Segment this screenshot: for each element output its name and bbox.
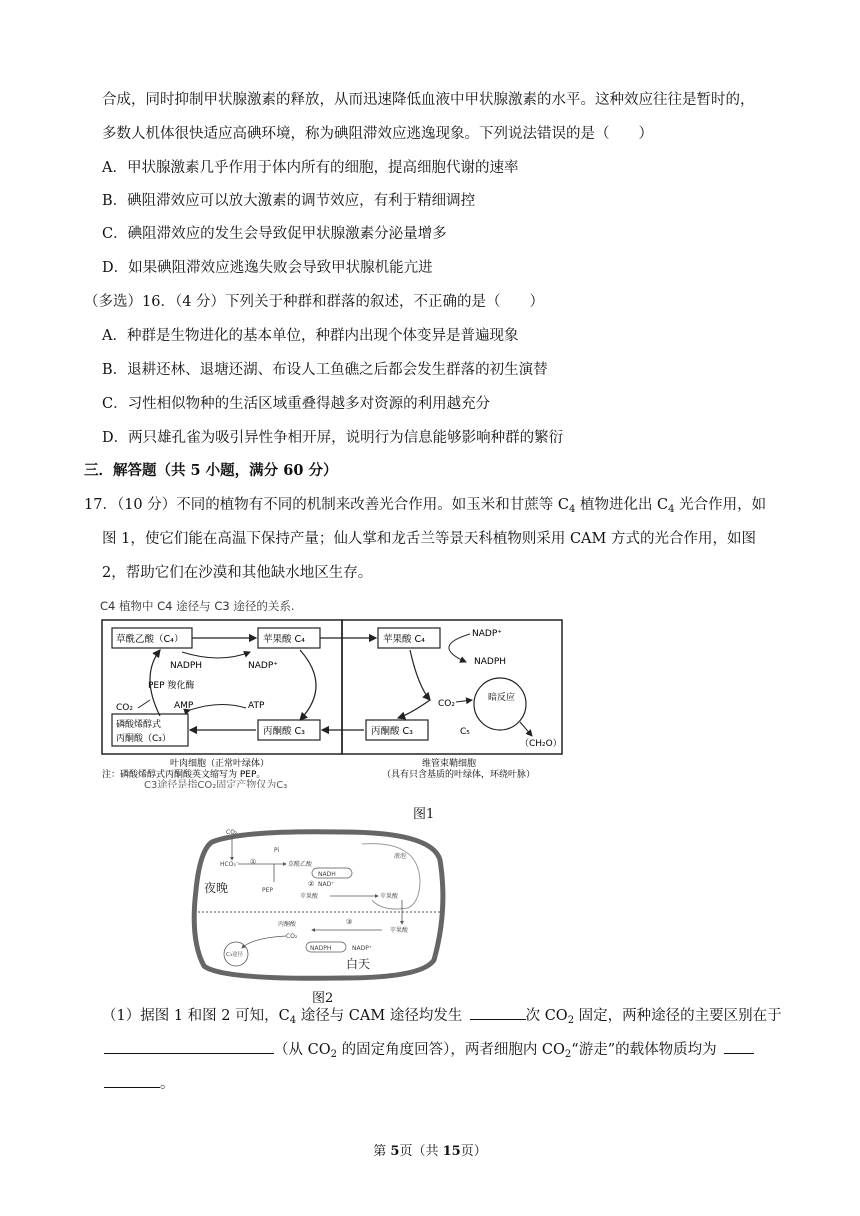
answer-blank-3a[interactable] [724, 1039, 754, 1054]
q16-option-b: B．退耕还林、退塘还湖、布设人工鱼礁之后都会发生群落的初生演替 [102, 362, 548, 378]
fig2-hco3: HCO₃⁻ [220, 861, 239, 868]
page-total: 15 [442, 1144, 461, 1159]
figure-2-cam-pathway [182, 820, 462, 982]
figure-1-label: 图1 [413, 807, 435, 822]
fig1-co2-left: CO₂ [116, 703, 133, 713]
fig1-malate-left: 苹果酸 C₄ [263, 634, 305, 645]
fig2-malate1: 苹果酸 [300, 893, 319, 900]
fig1-pyruvate-left: 丙酮酸 C₃ [263, 726, 305, 737]
q17-stem-line2: 图 1，使它们能在高温下保持产量；仙人掌和龙舌兰等景天科植物则采用 CAM 方式的光合作用，如图 [102, 531, 756, 547]
fig2-oaa: 草酰乙酸 [288, 861, 313, 868]
fig2-c3cycle: C₃途径 [226, 952, 244, 958]
fig1-oaa: 草酰乙酸（C₄） [116, 634, 184, 645]
fig2-vacuole: 液泡 [394, 853, 407, 860]
q17-sub1-line2: （从 $CO_2$ 的固定角度回答），两者细胞内 $CO_2“$游走”的载体物质均为 [104, 1039, 754, 1060]
fig2-malate3: 苹果酸 [390, 927, 409, 934]
fig1-atp: ATP [248, 701, 265, 711]
fig2-malate2: 苹果酸 [380, 893, 399, 900]
fig1-co2-right: CO₂ [438, 699, 455, 709]
fig1-left-cell-label: 叶肉细胞（正常叶绿体） [170, 759, 270, 769]
answer-blank-1[interactable] [470, 1005, 526, 1020]
figure-2-label: 图2 [312, 991, 334, 1006]
fig1-right-cell-note: （具有只含基质的叶绿体，环绕叶脉） [382, 770, 536, 780]
fig2-num2: ② [308, 880, 315, 888]
fig2-num3: ③ [346, 918, 353, 926]
fig2-nadph: NADPH [310, 945, 332, 952]
fig1-nadph-right: NADPH [474, 657, 507, 667]
fig2-pep: PEP [262, 887, 274, 894]
fig2-co2b: CO₂ [286, 933, 298, 940]
q17-sub1-line1: （1）据图 1 和图 2 可知，$C_4$ 途径与 CAM 途径均发生 次 $CO_2$ 固定，两种途径的主要区别在于 [102, 1005, 782, 1026]
fig1-dark-reaction: 暗反应 [488, 693, 516, 703]
fig2-co2: CO₂ [226, 829, 238, 836]
answer-blank-2[interactable] [104, 1039, 274, 1054]
fig1-nadp-left: NADP⁺ [248, 661, 278, 671]
q15-option-b: B．碘阻滞效应可以放大激素的调节效应，有利于精细调控 [102, 193, 476, 209]
fig2-num1: ① [250, 858, 257, 866]
fig1-pepc: PEP 羧化酶 [148, 681, 195, 691]
fig2-night: 夜晚 [204, 881, 229, 895]
fig2-pyruvate: 丙酮酸 [278, 921, 297, 928]
fig1-nadph-left: NADPH [170, 661, 203, 671]
q16-option-d: D．两只雄孔雀为吸引异性争相开屏，说明行为信息能够影响种群的繁衍 [102, 430, 564, 446]
q15-stem-line2: 多数人机体很快适应高碘环境，称为碘阻滞效应逃逸现象。下列说法错误的是（ ） [102, 126, 653, 142]
fig1-pyruvate-right: 丙酮酸 C₃ [371, 726, 413, 737]
q17-stem-line1: 17．（10 分）不同的植物有不同的机制来改善光合作用。如玉米和甘蔗等 $C_4$ 植物进化出 $C_4$ 光合作用，如 [84, 497, 767, 515]
fig1-right-cell-label: 维管束鞘细胞 [422, 759, 477, 769]
q17-stem-line3: 2，帮助它们在沙漠和其他缺水地区生存。 [102, 565, 373, 581]
fig1-malate-right: 苹果酸 C₄ [383, 634, 425, 645]
q16-option-c: C．习性相似物种的生活区域重叠得越多对资源的利用越充分 [102, 396, 491, 412]
fig1-amp: AMP [174, 701, 194, 711]
figure-1-c4-pathway [100, 596, 760, 788]
fig1-pep-box-1: 磷酸烯醇式 [116, 720, 162, 730]
q15-option-c: C．碘阻滞效应的发生会导致促甲状腺激素分泌量增多 [102, 226, 447, 242]
fig1-ch2o: （CH₂O） [520, 739, 562, 749]
q15-option-a: A．甲状腺激素几乎作用于体内所有的细胞，提高细胞代谢的速率 [102, 160, 519, 176]
q15-stem-line1: 合成，同时抑制甲状腺激素的释放，从而迅速降低血液中甲状腺激素的水平。这种效应往往是暂时的， [102, 92, 755, 108]
page-number: 5 [390, 1144, 400, 1159]
fig1-note2: C3途径是指CO₂固定产物仅为C₃ [144, 780, 288, 788]
q17-sub1-line3: 。 [104, 1073, 175, 1094]
q16-option-a: A．种群是生物进化的基本单位，种群内出现个体变异是普遍现象 [102, 328, 519, 344]
fig1-title: C4 植物中 C4 途径与 C3 途径的关系. [100, 599, 295, 613]
fig2-nadp: NADP⁺ [352, 945, 372, 952]
q16-stem: （多选）16．（4 分）下列关于种群和群落的叙述，不正确的是（ ） [84, 294, 545, 310]
page-footer: 第 5页（共 15页） [373, 1144, 487, 1159]
fig2-nadh: NADH [318, 871, 336, 878]
answer-blank-3b[interactable] [104, 1073, 160, 1088]
fig2-pi: Pi [274, 847, 280, 854]
fig1-pep-box-2: 丙酮酸（C₃） [116, 734, 171, 744]
fig2-day: 白天 [346, 957, 371, 971]
fig1-nadp-right: NADP⁺ [472, 629, 502, 639]
fig1-note1: 注：磷酸烯醇式丙酮酸英文缩写为 PEP。 [102, 770, 266, 780]
q15-option-d: D．如果碘阻滞效应逃逸失败会导致甲状腺机能亢进 [102, 260, 433, 276]
section-heading: 三．解答题（共 5 小题，满分 60 分） [84, 462, 338, 479]
fig2-nad: NAD⁺ [318, 881, 335, 888]
fig1-c5: C₅ [460, 727, 470, 737]
